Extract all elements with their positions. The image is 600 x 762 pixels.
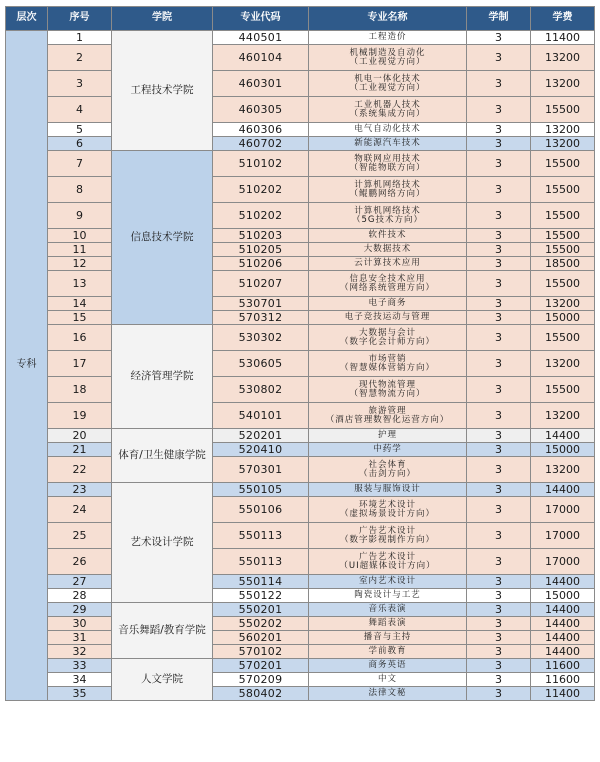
major-name-cell: [309, 523, 467, 549]
index-cell: 15: [48, 311, 112, 325]
fee-cell: 13200: [531, 403, 595, 429]
code-cell: 530802: [213, 377, 309, 403]
major-name: 现代物流管理: [358, 379, 416, 390]
index-cell: 12: [48, 257, 112, 271]
major-name: 舞蹈表演: [368, 618, 407, 629]
table-row: [6, 429, 595, 443]
index-cell: 32: [48, 645, 112, 659]
college-cell: 人文学院: [112, 659, 213, 701]
major-name-cell: [309, 659, 467, 673]
college-cell: 体育/卫生健康学院: [112, 429, 213, 483]
fee-cell: 13200: [531, 123, 595, 137]
fee-cell: 15000: [531, 443, 595, 457]
index-cell: 4: [48, 97, 112, 123]
college-cell: 信息技术学院: [112, 151, 213, 325]
major-name: 大数据技术: [363, 244, 412, 255]
major-name: 电子竞技运动与管理: [344, 312, 431, 323]
table-row: [6, 151, 595, 177]
system-cell: 3: [467, 549, 531, 575]
table-row: [6, 229, 595, 243]
index-cell: 28: [48, 589, 112, 603]
major-name-cell: [309, 137, 467, 151]
fee-cell: 13200: [531, 71, 595, 97]
index-cell: 2: [48, 45, 112, 71]
code-cell: 530605: [213, 351, 309, 377]
major-direction: （UI超媒体设计方向）: [339, 560, 436, 571]
major-name: 中药学: [373, 444, 402, 455]
code-cell: 460702: [213, 137, 309, 151]
code-cell: 570201: [213, 659, 309, 673]
fee-cell: 15500: [531, 177, 595, 203]
major-name: 学前教育: [368, 646, 407, 657]
code-cell: 540101: [213, 403, 309, 429]
tuition-table: [5, 6, 595, 701]
major-name-cell: [309, 45, 467, 71]
index-cell: 29: [48, 603, 112, 617]
table-row: [6, 403, 595, 429]
major-direction: （5G技术方向）: [352, 214, 423, 225]
system-cell: 3: [467, 177, 531, 203]
code-cell: 460305: [213, 97, 309, 123]
table-body: [6, 31, 595, 701]
code-cell: 440501: [213, 31, 309, 45]
major-direction: （虚拟场景设计方向）: [339, 508, 435, 519]
major-name: 社会体育: [368, 459, 407, 470]
code-cell: 510102: [213, 151, 309, 177]
major-direction: （工业视觉方向）: [349, 56, 426, 67]
major-name: 机械制造及自动化: [349, 47, 426, 58]
fee-cell: 15500: [531, 325, 595, 351]
major-name: 音乐表演: [368, 604, 407, 615]
major-name: 电子商务: [368, 298, 407, 309]
code-cell: 530701: [213, 297, 309, 311]
table-row: [6, 645, 595, 659]
fee-cell: 11600: [531, 673, 595, 687]
fee-cell: 14400: [531, 603, 595, 617]
major-direction: （数字化会计师方向）: [339, 336, 435, 347]
code-cell: 530302: [213, 325, 309, 351]
index-cell: 5: [48, 123, 112, 137]
header-index: 序号: [48, 7, 112, 31]
major-name-cell: [309, 457, 467, 483]
system-cell: 3: [467, 151, 531, 177]
major-direction: （系统集成方向）: [349, 108, 426, 119]
major-direction: （智慧物流方向）: [349, 388, 426, 399]
system-cell: 3: [467, 673, 531, 687]
index-cell: 10: [48, 229, 112, 243]
system-cell: 3: [467, 603, 531, 617]
system-cell: 3: [467, 497, 531, 523]
index-cell: 24: [48, 497, 112, 523]
table-row: [6, 523, 595, 549]
index-cell: 22: [48, 457, 112, 483]
major-direction: （智慧媒体营销方向）: [339, 362, 435, 373]
system-cell: 3: [467, 203, 531, 229]
code-cell: 520201: [213, 429, 309, 443]
code-cell: 550202: [213, 617, 309, 631]
fee-cell: 14400: [531, 617, 595, 631]
header-code: 专业代码: [213, 7, 309, 31]
fee-cell: 18500: [531, 257, 595, 271]
table-row: [6, 673, 595, 687]
major-name: 物联网应用技术: [354, 153, 421, 164]
header-system: 学制: [467, 7, 531, 31]
table-row: [6, 483, 595, 497]
code-cell: 570209: [213, 673, 309, 687]
major-direction: （酒店管理数智化运营方向）: [325, 414, 450, 425]
table-row: [6, 603, 595, 617]
system-cell: 3: [467, 97, 531, 123]
major-name-cell: [309, 631, 467, 645]
table-row: [6, 575, 595, 589]
fee-cell: 14400: [531, 631, 595, 645]
index-cell: 23: [48, 483, 112, 497]
major-name: 广告艺术设计: [358, 551, 416, 562]
system-cell: 3: [467, 31, 531, 45]
major-name: 软件技术: [368, 230, 407, 241]
code-cell: 570312: [213, 311, 309, 325]
major-name: 市场营销: [368, 353, 407, 364]
major-name-cell: [309, 351, 467, 377]
system-cell: 3: [467, 523, 531, 549]
system-cell: 3: [467, 123, 531, 137]
fee-cell: 13200: [531, 137, 595, 151]
college-cell: 音乐舞蹈/教育学院: [112, 603, 213, 659]
index-cell: 7: [48, 151, 112, 177]
major-name: 中文: [377, 674, 397, 685]
table-row: [6, 631, 595, 645]
fee-cell: 14400: [531, 575, 595, 589]
major-name-cell: [309, 151, 467, 177]
major-name-cell: [309, 687, 467, 701]
major-name: 商务英语: [368, 660, 407, 671]
major-name: 电气自动化技术: [354, 124, 421, 135]
major-name: 室内艺术设计: [358, 576, 416, 587]
major-name-cell: [309, 257, 467, 271]
code-cell: 460301: [213, 71, 309, 97]
major-name-cell: [309, 589, 467, 603]
fee-cell: 14400: [531, 429, 595, 443]
major-direction: （数字影视制作方向）: [339, 534, 435, 545]
major-name-cell: [309, 325, 467, 351]
fee-cell: 13200: [531, 297, 595, 311]
code-cell: 510205: [213, 243, 309, 257]
index-cell: 25: [48, 523, 112, 549]
system-cell: 3: [467, 137, 531, 151]
fee-cell: 11600: [531, 659, 595, 673]
major-name: 环境艺术设计: [358, 499, 416, 510]
index-cell: 27: [48, 575, 112, 589]
major-name-cell: [309, 203, 467, 229]
system-cell: 3: [467, 311, 531, 325]
table-row: [6, 659, 595, 673]
fee-cell: 13200: [531, 351, 595, 377]
major-name: 旅游管理: [368, 405, 407, 416]
table-row: [6, 351, 595, 377]
header-fee: 学费: [531, 7, 595, 31]
table-row: [6, 687, 595, 701]
index-cell: 19: [48, 403, 112, 429]
code-cell: 550201: [213, 603, 309, 617]
code-cell: 580402: [213, 687, 309, 701]
major-name: 计算机网络技术: [354, 205, 421, 216]
major-name-cell: [309, 575, 467, 589]
index-cell: 11: [48, 243, 112, 257]
fee-cell: 13200: [531, 457, 595, 483]
major-name-cell: [309, 123, 467, 137]
index-cell: 18: [48, 377, 112, 403]
major-name-cell: [309, 497, 467, 523]
code-cell: 520410: [213, 443, 309, 457]
code-cell: 550106: [213, 497, 309, 523]
index-cell: 20: [48, 429, 112, 443]
major-name-cell: [309, 549, 467, 575]
major-name-cell: [309, 443, 467, 457]
major-direction: （击剑方向）: [358, 468, 416, 479]
table-row: [6, 589, 595, 603]
fee-cell: 15500: [531, 271, 595, 297]
index-cell: 16: [48, 325, 112, 351]
college-cell: 工程技术学院: [112, 31, 213, 151]
major-name: 广告艺术设计: [358, 525, 416, 536]
college-cell: 经济管理学院: [112, 325, 213, 429]
major-name: 工程造价: [368, 32, 407, 43]
index-cell: 31: [48, 631, 112, 645]
major-name: 护理: [377, 430, 397, 441]
header-row: [6, 7, 595, 31]
system-cell: 3: [467, 229, 531, 243]
fee-cell: 15500: [531, 229, 595, 243]
system-cell: 3: [467, 659, 531, 673]
code-cell: 510202: [213, 203, 309, 229]
index-cell: 6: [48, 137, 112, 151]
major-name: 陶瓷设计与工艺: [354, 590, 421, 601]
table-row: [6, 71, 595, 97]
major-name: 大数据与会计: [358, 327, 416, 338]
table-row: [6, 257, 595, 271]
code-cell: 550114: [213, 575, 309, 589]
table-row: [6, 443, 595, 457]
table-row: [6, 271, 595, 297]
system-cell: 3: [467, 617, 531, 631]
index-cell: 13: [48, 271, 112, 297]
major-name-cell: [309, 673, 467, 687]
code-cell: 570301: [213, 457, 309, 483]
system-cell: 3: [467, 297, 531, 311]
code-cell: 460306: [213, 123, 309, 137]
major-name-cell: [309, 311, 467, 325]
major-name: 新能源汽车技术: [354, 138, 421, 149]
major-name: 云计算技术应用: [354, 258, 421, 269]
system-cell: 3: [467, 457, 531, 483]
code-cell: 510206: [213, 257, 309, 271]
code-cell: 510207: [213, 271, 309, 297]
table-row: [6, 377, 595, 403]
fee-cell: 15000: [531, 589, 595, 603]
major-name: 信息安全技术应用: [349, 273, 426, 284]
fee-cell: 15500: [531, 203, 595, 229]
code-cell: 550105: [213, 483, 309, 497]
major-name: 计算机网络技术: [354, 179, 421, 190]
fee-cell: 15500: [531, 151, 595, 177]
major-name: 机电一体化技术: [354, 73, 421, 84]
system-cell: 3: [467, 645, 531, 659]
system-cell: 3: [467, 243, 531, 257]
major-name-cell: [309, 297, 467, 311]
fee-cell: 11400: [531, 687, 595, 701]
index-cell: 33: [48, 659, 112, 673]
fee-cell: 17000: [531, 497, 595, 523]
major-name-cell: [309, 177, 467, 203]
major-name-cell: [309, 603, 467, 617]
system-cell: 3: [467, 351, 531, 377]
table-row: [6, 311, 595, 325]
table-row: [6, 297, 595, 311]
major-direction: （鲲鹏网络方向）: [349, 188, 426, 199]
fee-cell: 15000: [531, 311, 595, 325]
system-cell: 3: [467, 687, 531, 701]
tuition-table-frame: [5, 6, 594, 756]
index-cell: 26: [48, 549, 112, 575]
system-cell: 3: [467, 589, 531, 603]
header-name: 专业名称: [309, 7, 467, 31]
code-cell: 550113: [213, 549, 309, 575]
system-cell: 3: [467, 631, 531, 645]
code-cell: 550113: [213, 523, 309, 549]
system-cell: 3: [467, 443, 531, 457]
code-cell: 560201: [213, 631, 309, 645]
table-row: [6, 97, 595, 123]
fee-cell: 17000: [531, 549, 595, 575]
fee-cell: 14400: [531, 483, 595, 497]
major-direction: （智能物联方向）: [349, 162, 426, 173]
fee-cell: 15500: [531, 377, 595, 403]
system-cell: 3: [467, 483, 531, 497]
college-cell: 艺术设计学院: [112, 483, 213, 603]
major-name-cell: [309, 483, 467, 497]
major-name: 工业机器人技术: [354, 99, 421, 110]
level-cell: 专科: [6, 31, 48, 701]
major-name-cell: [309, 97, 467, 123]
table-row: [6, 457, 595, 483]
fee-cell: 13200: [531, 45, 595, 71]
fee-cell: 11400: [531, 31, 595, 45]
fee-cell: 17000: [531, 523, 595, 549]
major-name-cell: [309, 243, 467, 257]
code-cell: 510202: [213, 177, 309, 203]
major-name-cell: [309, 403, 467, 429]
table-row: [6, 497, 595, 523]
major-direction: （网络系统管理方向）: [339, 282, 435, 293]
index-cell: 8: [48, 177, 112, 203]
system-cell: 3: [467, 403, 531, 429]
code-cell: 460104: [213, 45, 309, 71]
system-cell: 3: [467, 271, 531, 297]
table-row: [6, 31, 595, 45]
major-name: 播音与主持: [363, 632, 412, 643]
major-name-cell: [309, 229, 467, 243]
table-row: [6, 137, 595, 151]
major-name-cell: [309, 377, 467, 403]
index-cell: 3: [48, 71, 112, 97]
system-cell: 3: [467, 377, 531, 403]
table-row: [6, 325, 595, 351]
code-cell: 550122: [213, 589, 309, 603]
major-name: 法律文秘: [368, 688, 407, 699]
major-name-cell: [309, 71, 467, 97]
system-cell: 3: [467, 71, 531, 97]
fee-cell: 15500: [531, 243, 595, 257]
system-cell: 3: [467, 45, 531, 71]
index-cell: 14: [48, 297, 112, 311]
system-cell: 3: [467, 575, 531, 589]
table-row: [6, 203, 595, 229]
system-cell: 3: [467, 325, 531, 351]
header-level: 层次: [6, 7, 48, 31]
system-cell: 3: [467, 429, 531, 443]
major-direction: （工业视觉方向）: [349, 82, 426, 93]
fee-cell: 14400: [531, 645, 595, 659]
code-cell: 510203: [213, 229, 309, 243]
index-cell: 1: [48, 31, 112, 45]
index-cell: 17: [48, 351, 112, 377]
index-cell: 34: [48, 673, 112, 687]
major-name: 服装与服饰设计: [354, 484, 421, 495]
table-row: [6, 177, 595, 203]
major-name-cell: [309, 271, 467, 297]
index-cell: 9: [48, 203, 112, 229]
major-name-cell: [309, 429, 467, 443]
index-cell: 35: [48, 687, 112, 701]
table-row: [6, 45, 595, 71]
system-cell: 3: [467, 257, 531, 271]
header-college: 学院: [112, 7, 213, 31]
table-row: [6, 123, 595, 137]
fee-cell: 15500: [531, 97, 595, 123]
table-row: [6, 549, 595, 575]
major-name-cell: [309, 617, 467, 631]
major-name-cell: [309, 31, 467, 45]
major-name-cell: [309, 645, 467, 659]
table-row: [6, 243, 595, 257]
index-cell: 21: [48, 443, 112, 457]
code-cell: 570102: [213, 645, 309, 659]
table-row: [6, 617, 595, 631]
index-cell: 30: [48, 617, 112, 631]
